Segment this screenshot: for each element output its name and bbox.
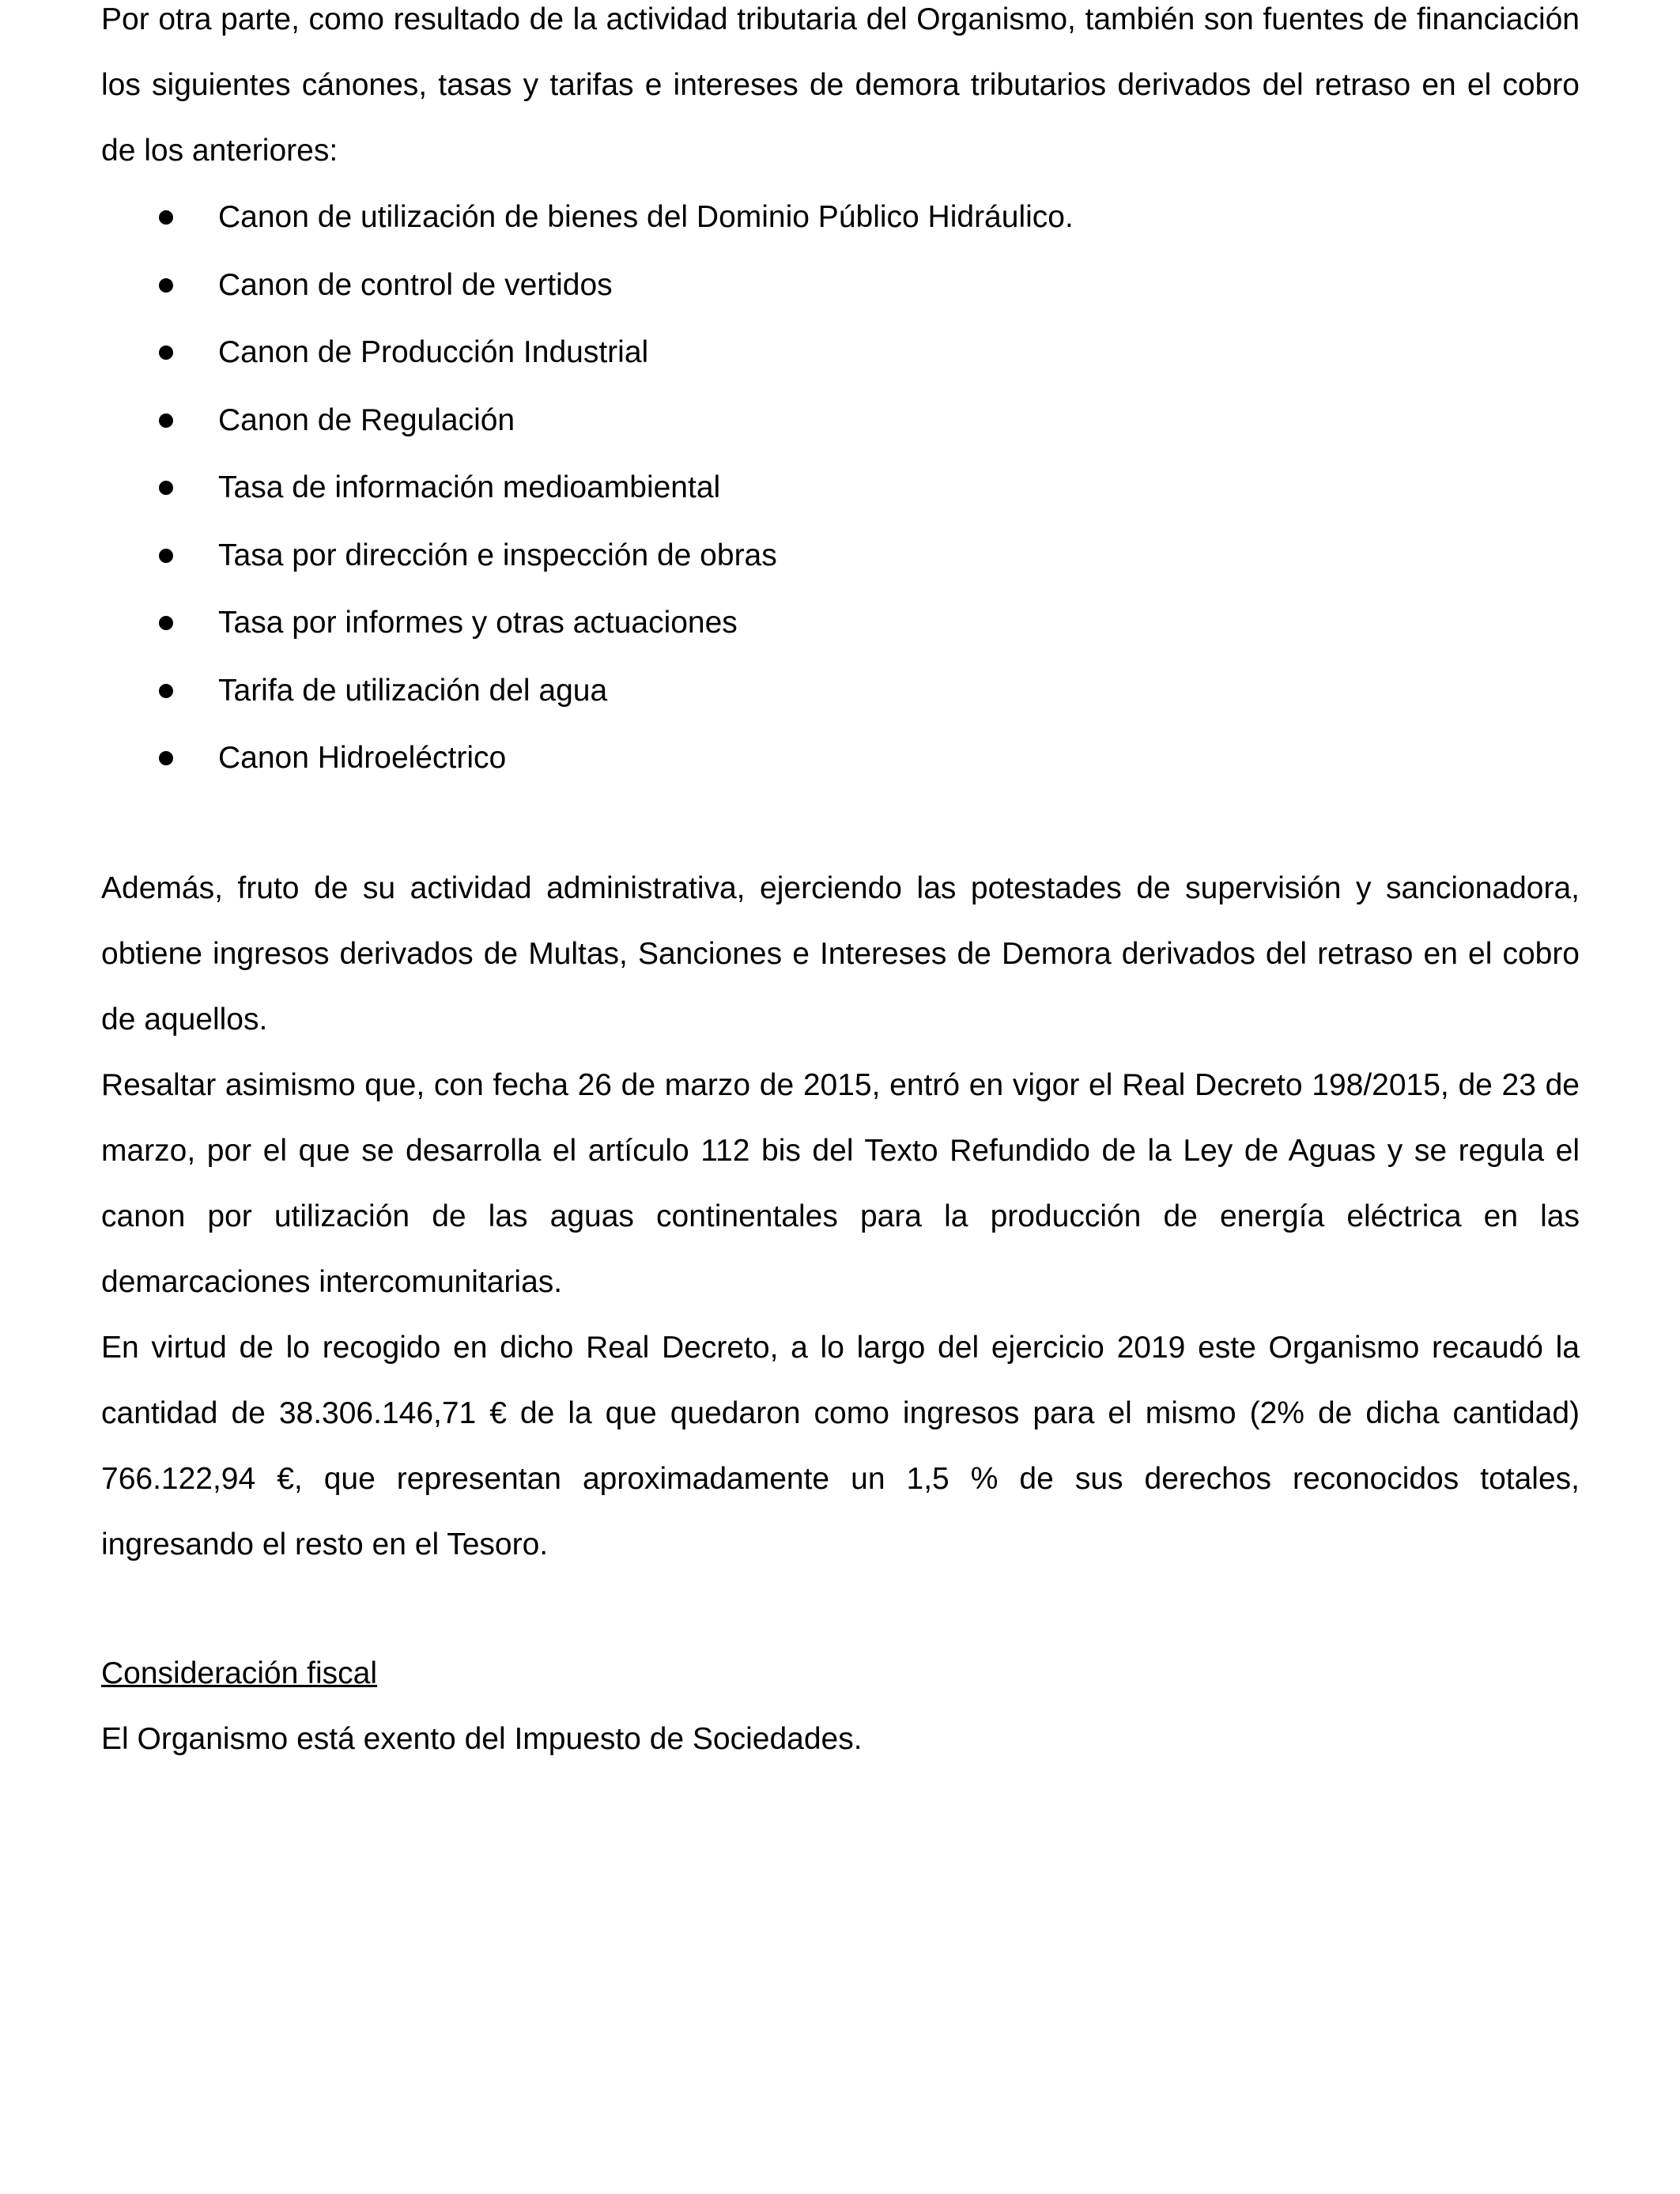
- list-item: [101, 589, 1580, 657]
- decree-paragraph: Resaltar asimismo que, con fecha 26 de marzo de 2015, entró en vigor el Real Decreto 198/2015, de 23 de marzo, por el que se desarrolla el artículo 112 bis del Texto Refundido de la Ley de Aguas y se regula el canon por utilización de las aguas continentales para la producción de energía eléctrica en las demarcaciones intercomunitarias.: [101, 1067, 1580, 1299]
- list-item-text: Canon de utilización de bienes del Dominio Público Hidráulico.: [218, 200, 1074, 234]
- bullet-icon: [159, 413, 173, 428]
- document-page: [101, 0, 1580, 1772]
- spacer: [101, 792, 1580, 855]
- list-item: [101, 522, 1580, 590]
- revenue-sources-list: [101, 183, 1580, 792]
- bullet-icon: [159, 616, 173, 630]
- revenue-paragraph: En virtud de lo recogido en dicho Real Decreto, a lo largo del ejercicio 2019 este Organismo recaudó la cantidad de 38.306.146,71 € de la que quedaron como ingresos para el mismo (2% de dicha cantidad) 766.122,94 €, que representan aproximadamente un 1,5 % de sus derechos reconocidos totales, ingresando el resto en el Tesoro.: [101, 1330, 1580, 1561]
- bullet-icon: [159, 278, 173, 293]
- bullet-icon: [159, 751, 173, 765]
- list-item-text: Tasa por dirección e inspección de obras: [218, 538, 777, 572]
- list-item: [101, 657, 1580, 725]
- fiscal-paragraph: El Organismo está exento del Impuesto de Sociedades.: [101, 1721, 863, 1756]
- bullet-icon: [159, 481, 173, 495]
- list-item: [101, 454, 1580, 522]
- list-item: [101, 319, 1580, 387]
- fiscal-section-title: Consideración fiscal: [101, 1656, 378, 1690]
- spacer: [101, 1577, 1580, 1641]
- list-item-text: Tasa por informes y otras actuaciones: [218, 606, 738, 640]
- list-item: [101, 183, 1580, 251]
- bullet-icon: [159, 684, 173, 698]
- list-item: [101, 251, 1580, 319]
- admin-paragraph: Además, fruto de su actividad administrativa, ejerciendo las potestades de supervisión y sancionadora, obtiene ingresos derivados de Multas, Sanciones e Intereses de Demora derivados del retraso en el cobro de aquellos.: [101, 870, 1580, 1037]
- list-item-text: Tasa de información medioambiental: [218, 470, 721, 504]
- list-item: [101, 387, 1580, 455]
- bullet-icon: [159, 549, 173, 563]
- bullet-icon: [159, 210, 173, 225]
- list-item-text: Canon de Regulación: [218, 402, 515, 437]
- bullet-icon: [159, 346, 173, 360]
- intro-paragraph: Por otra parte, como resultado de la actividad tributaria del Organismo, también son fuentes de financiación los siguientes cánones, tasas y tarifas e intereses de demora tributarios derivados del retraso en el cobro de los anteriores:: [101, 2, 1580, 168]
- list-item-text: Canon de Producción Industrial: [218, 335, 649, 369]
- list-item-text: Tarifa de utilización del agua: [218, 673, 608, 708]
- list-item: [101, 724, 1580, 792]
- list-item-text: Canon de control de vertidos: [218, 267, 613, 302]
- list-item-text: Canon Hidroeléctrico: [218, 741, 507, 775]
